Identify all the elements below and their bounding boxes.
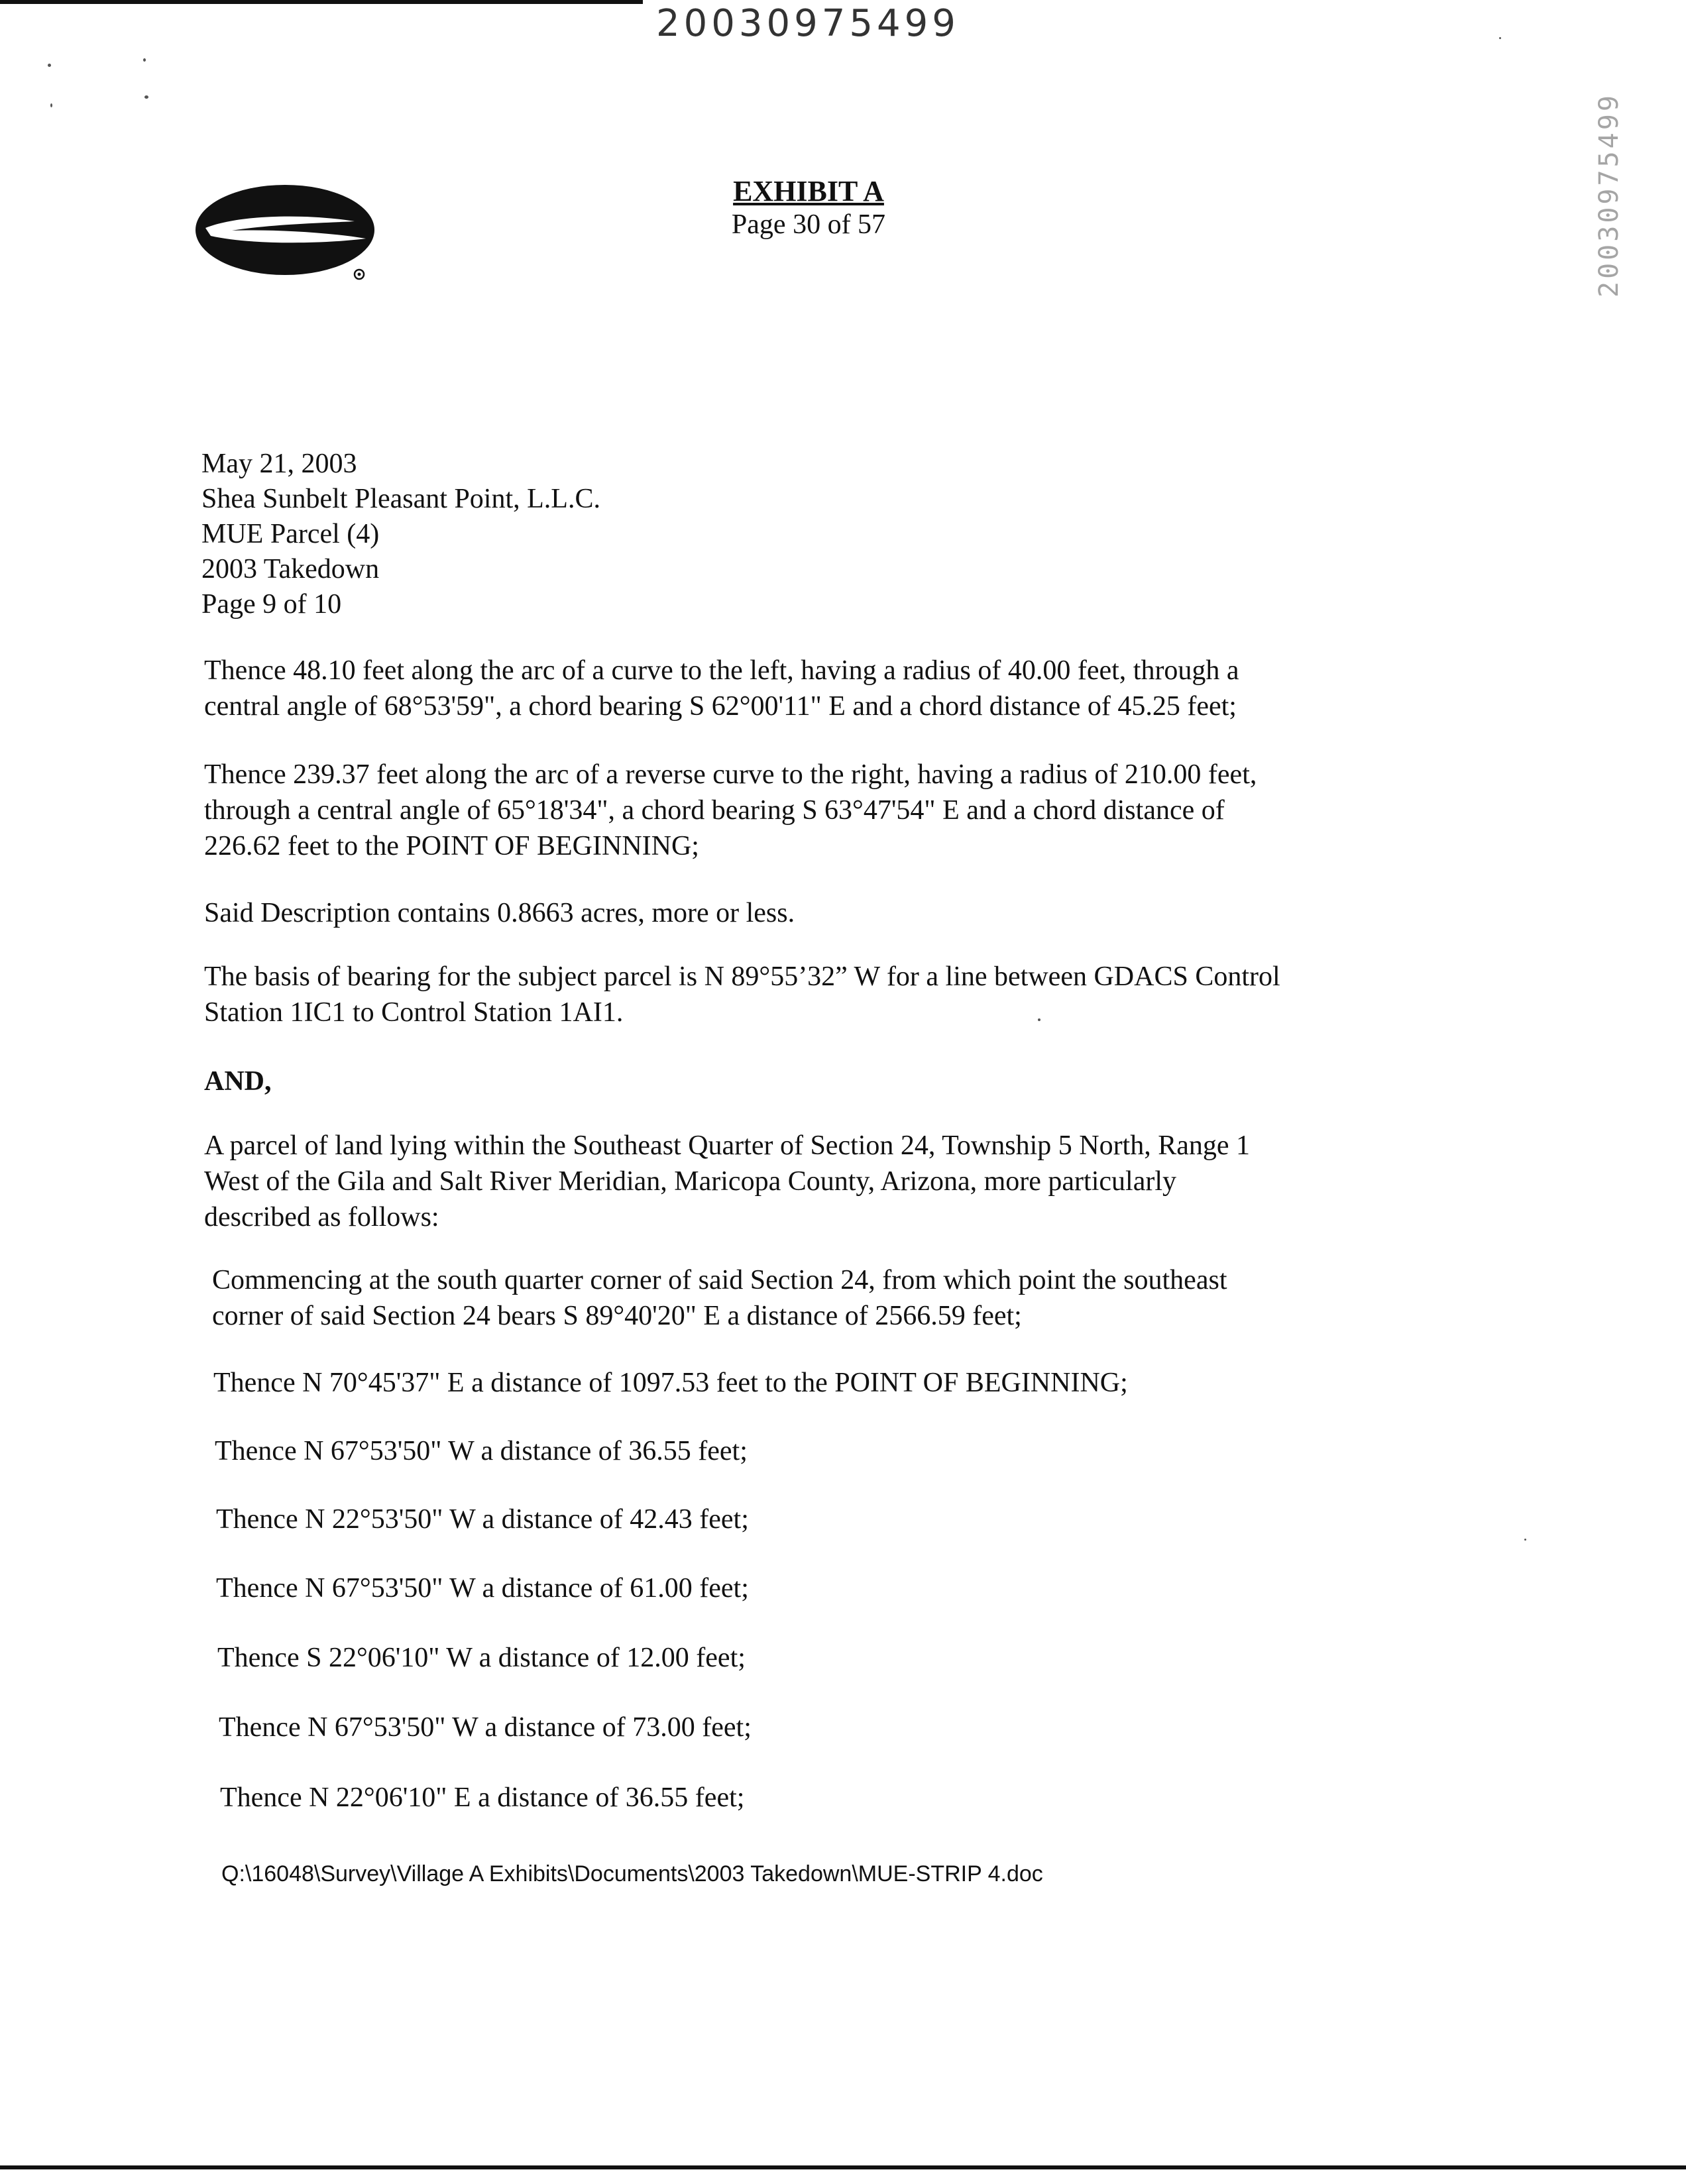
and-heading: AND, — [204, 1066, 272, 1097]
text-line: through a central angle of 65°18'34", a chord bearing S 63°47'54" E and a chord distance of — [204, 795, 1225, 826]
letter-page: Page 9 of 10 — [201, 589, 342, 620]
text-line: 226.62 feet to the POINT OF BEGINNING; — [204, 831, 699, 861]
paragraph-basis-of-bearing — [204, 959, 1417, 1030]
letter-date: May 21, 2003 — [201, 449, 357, 479]
text-line: corner of said Section 24 bears S 89°40'20" E a distance of 2566.59 feet; — [212, 1301, 1022, 1331]
scan-speck — [1524, 1539, 1526, 1541]
scan-speck — [144, 95, 148, 99]
exhibit-page-number: Page 30 of 57 — [731, 209, 886, 240]
text-line: Thence 48.10 feet along the arc of a curve to the left, having a radius of 40.00 feet, through a — [204, 655, 1239, 686]
course-line-2: Thence N 67°53'50" W a distance of 36.55 feet; — [215, 1436, 748, 1466]
document-number: 20030975499 — [656, 2, 960, 45]
footer-file-path: Q:\16048\Survey\Village A Exhibits\Documents\2003 Takedown\MUE-STRIP 4.doc — [221, 1861, 1043, 1886]
course-line-4: Thence N 67°53'50" W a distance of 61.00 feet; — [216, 1573, 749, 1604]
scan-speck — [50, 103, 52, 107]
letter-takedown: 2003 Takedown — [201, 554, 380, 584]
bottom-rule — [0, 2165, 1686, 2169]
text-line: Commencing at the south quarter corner of said Section 24, from which point the southeast — [212, 1265, 1227, 1295]
letter-parcel: MUE Parcel (4) — [201, 519, 380, 549]
paragraph-commencing — [212, 1262, 1425, 1334]
side-stamp: 20030975499 — [1594, 93, 1624, 298]
text-line: A parcel of land lying within the Southeast Quarter of Section 24, Township 5 North, Range 1 — [204, 1130, 1251, 1161]
top-rule — [0, 0, 643, 4]
exhibit-title: EXHIBIT A — [733, 175, 884, 207]
text-line: Station 1IC1 to Control Station 1AI1. — [204, 997, 624, 1028]
text-line: central angle of 68°53'59", a chord bearing S 62°00'11" E and a chord distance of 45.25 feet; — [204, 691, 1237, 722]
scan-speck — [1038, 1018, 1040, 1021]
course-line-3: Thence N 22°53'50" W a distance of 42.43 feet; — [216, 1504, 749, 1535]
text-line: described as follows: — [204, 1202, 439, 1232]
company-logo-icon — [192, 180, 384, 286]
scan-speck — [1499, 37, 1501, 39]
scan-speck — [143, 58, 146, 62]
course-line-1: Thence N 70°45'37" E a distance of 1097.53 feet to the POINT OF BEGINNING; — [213, 1368, 1128, 1398]
course-line-7: Thence N 22°06'10" E a distance of 36.55 feet; — [220, 1782, 745, 1813]
paragraph-acreage: Said Description contains 0.8663 acres, more or less. — [204, 898, 795, 928]
text-line: Thence 239.37 feet along the arc of a reverse curve to the right, having a radius of 210.00 feet, — [204, 759, 1257, 790]
text-line: West of the Gila and Salt River Meridian, Maricopa County, Arizona, more particularly — [204, 1166, 1176, 1197]
course-line-5: Thence S 22°06'10" W a distance of 12.00 feet; — [217, 1643, 746, 1673]
scan-speck — [48, 64, 51, 67]
text-line: The basis of bearing for the subject parcel is N 89°55’32” W for a line between GDACS Control — [204, 961, 1280, 992]
course-line-6: Thence N 67°53'50" W a distance of 73.00 feet; — [219, 1712, 752, 1743]
letter-company: Shea Sunbelt Pleasant Point, L.L.C. — [201, 484, 600, 514]
letter-head — [201, 447, 600, 622]
paragraph-curve-left — [204, 653, 1417, 724]
paragraph-parcel-description — [204, 1128, 1417, 1235]
paragraph-reverse-curve — [204, 757, 1417, 864]
